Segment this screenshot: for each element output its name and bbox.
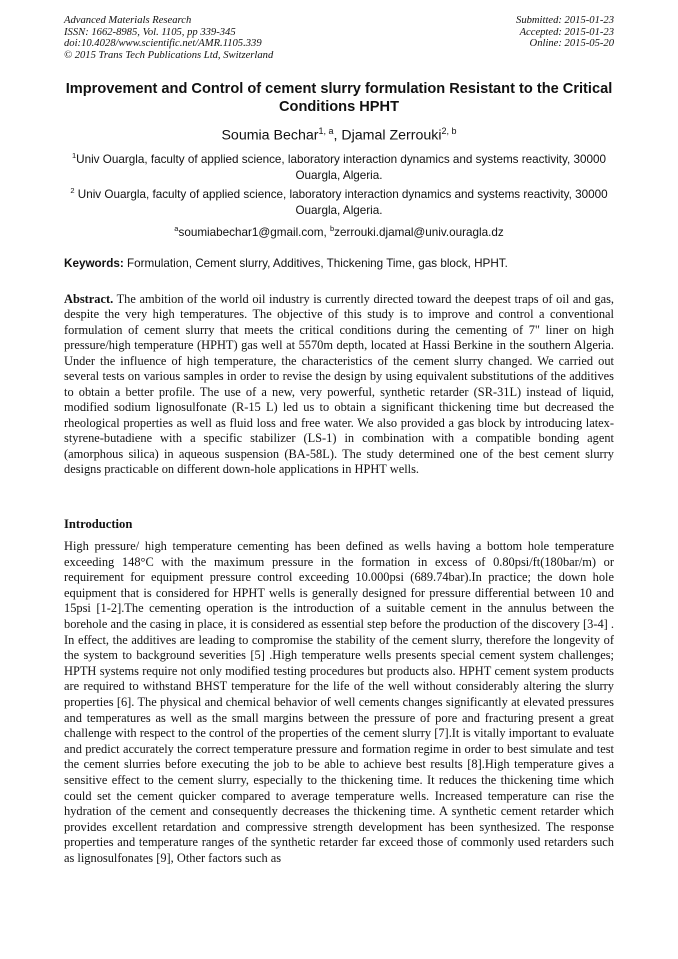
email-marker: b xyxy=(330,224,335,233)
journal-name: Advanced Materials Research xyxy=(64,15,192,26)
affiliation-text: Univ Ouargla, faculty of applied science, laboratory interaction dynamics and systems reactivity, 30000 Ouargla, Algeria. xyxy=(76,152,607,182)
author-affiliation-marker: 2, b xyxy=(441,126,457,136)
author-affiliation-marker: 1, a xyxy=(318,126,334,136)
affiliation-marker: 2 xyxy=(70,186,75,195)
abstract xyxy=(64,292,614,477)
affiliation-2 xyxy=(56,183,622,219)
email-address: soumiabechar1@gmail.com, xyxy=(178,225,330,239)
journal-doi: doi:10.4028/www.scientific.net/AMR.1105.339 xyxy=(64,38,262,49)
keywords-label: Keywords: xyxy=(64,257,124,270)
author-name: Djamal Zerrouki xyxy=(341,127,442,144)
email-marker: a xyxy=(174,224,179,233)
journal-copyright: © 2015 Trans Tech Publications Ltd, Switzerland xyxy=(64,49,274,61)
abstract-label: Abstract. xyxy=(64,292,114,306)
author-emails xyxy=(56,221,622,241)
affiliation-text: Univ Ouargla, faculty of applied science, laboratory interaction dynamics and systems reactivity, 30000 Ouargla, Algeria. xyxy=(74,187,608,217)
author-name: Soumia Bechar xyxy=(221,127,319,144)
affiliation-marker: 1 xyxy=(71,151,77,160)
introduction-heading: Introduction xyxy=(64,517,133,531)
author-list xyxy=(56,122,622,145)
paper-title: Improvement and Control of cement slurry formulation Resistant to the Critical Conditions HPHT xyxy=(65,81,613,115)
introduction-body: High pressure/ high temperature cementing has been defined as wells having a bottom hole temperature exceeding 148°C with the maximum pressure in the formation in excess of 0.80psi/ft(180bar/m) or requirement for equipment pressure control exceeding 10.000psi (689.74bar).In practice; the down hole equipment that is considered for HPHT wells is generally designed for pressure differential between 10 and 15psi [1-2].The cementing operation is the introduction of a suitable cement in the annulus between the borehole and the casing in place, it is considered as essential step before the production of the discovery [3-4] . In effect, the additives are leading to compromise the stability of the cement slurry, therefore the longevity of the system to background severities [5] .High temperature wells presents special cement system challenges; HPTH systems require not only modified testing procedures but products also. HPHT cement system products are required to withstand BHST temperature for the life of the well without considerably altering the slurry properties [6]. The physical and chemical behavior of well cements changes significantly at elevated pressures and temperatures as well as the small margins between the pressure of pore and fracturing present a great challenge with respect to the control of the properties of the cement slurry [7].It is vitally important to evaluate and predict accurately the correct temperature pressure and formation regime in order to best simulate and test the cement slurries before executing the job to be able to achieve best results [8].High temperature gives a sensitive effect to the cement slurry, especially to the thickening time. It reduces the thickening time which could set the cement quicker compared to average temperature wells. Increased temperature can rise the hydration of the cement and consequently decreases the thickening time. A synthetic cement retarder which provides excellent retardation and compressive strength development has been synthesized. The response properties and temperature ranges of the synthetic retarder far exceed those of commonly used retarders such as lignosulfonates [9], Other factors such as xyxy=(64,539,614,865)
online-date: Online: 2015-05-20 xyxy=(529,38,614,49)
author-separator: , xyxy=(333,127,342,144)
accepted-date: Accepted: 2015-01-23 xyxy=(519,26,614,38)
submission-dates xyxy=(516,15,614,50)
affiliation-1 xyxy=(56,148,622,184)
journal-header-info xyxy=(64,15,273,61)
journal-issn: ISSN: 1662-8985, Vol. 1105, pp 339-345 xyxy=(64,26,236,38)
email-address: zerrouki.djamal@univ.ouragla.dz xyxy=(334,225,504,239)
abstract-text: The ambition of the world oil industry is currently directed toward the deepest traps of oil and gas, despite the very high temperatures. The objective of this study is to improve and control a conventional formulation of cement slurry that meets the critical conditions during the cementing of 7" liner on high pressure/high temperature (HPHT) gas well at 5570m depth, located at Hassi Berkine in the southern Algeria. Under the influence of high temperature, the characteristics of the cement slurry changed. We carried out several tests on various samples in order to revise the design by using equivalent substitutions of the additives to obtain a better profile. The use of a new, very powerful, synthetic retarder (SR-31L) instead of liquid, modified sodium lignosulfonate (R-15 L) led us to obtain a significant thickening time but decreased the rheological properties as well as fluid loss and free water. We also provided a gas block by introducing latex-styrene-butadiene with a specific stabilizer (LS-1) in combination with a compatible bonding agent (amorphous silica) in aqueous suspension (BA-58L). The study determined one of the best cement slurry designs practicable on different down-hole applications in HPHT wells. xyxy=(64,292,614,476)
keywords-text: Formulation, Cement slurry, Additives, Thickening Time, gas block, HPHT. xyxy=(123,257,508,270)
submitted-date: Submitted: 2015-01-23 xyxy=(516,15,614,26)
keywords xyxy=(64,256,614,272)
